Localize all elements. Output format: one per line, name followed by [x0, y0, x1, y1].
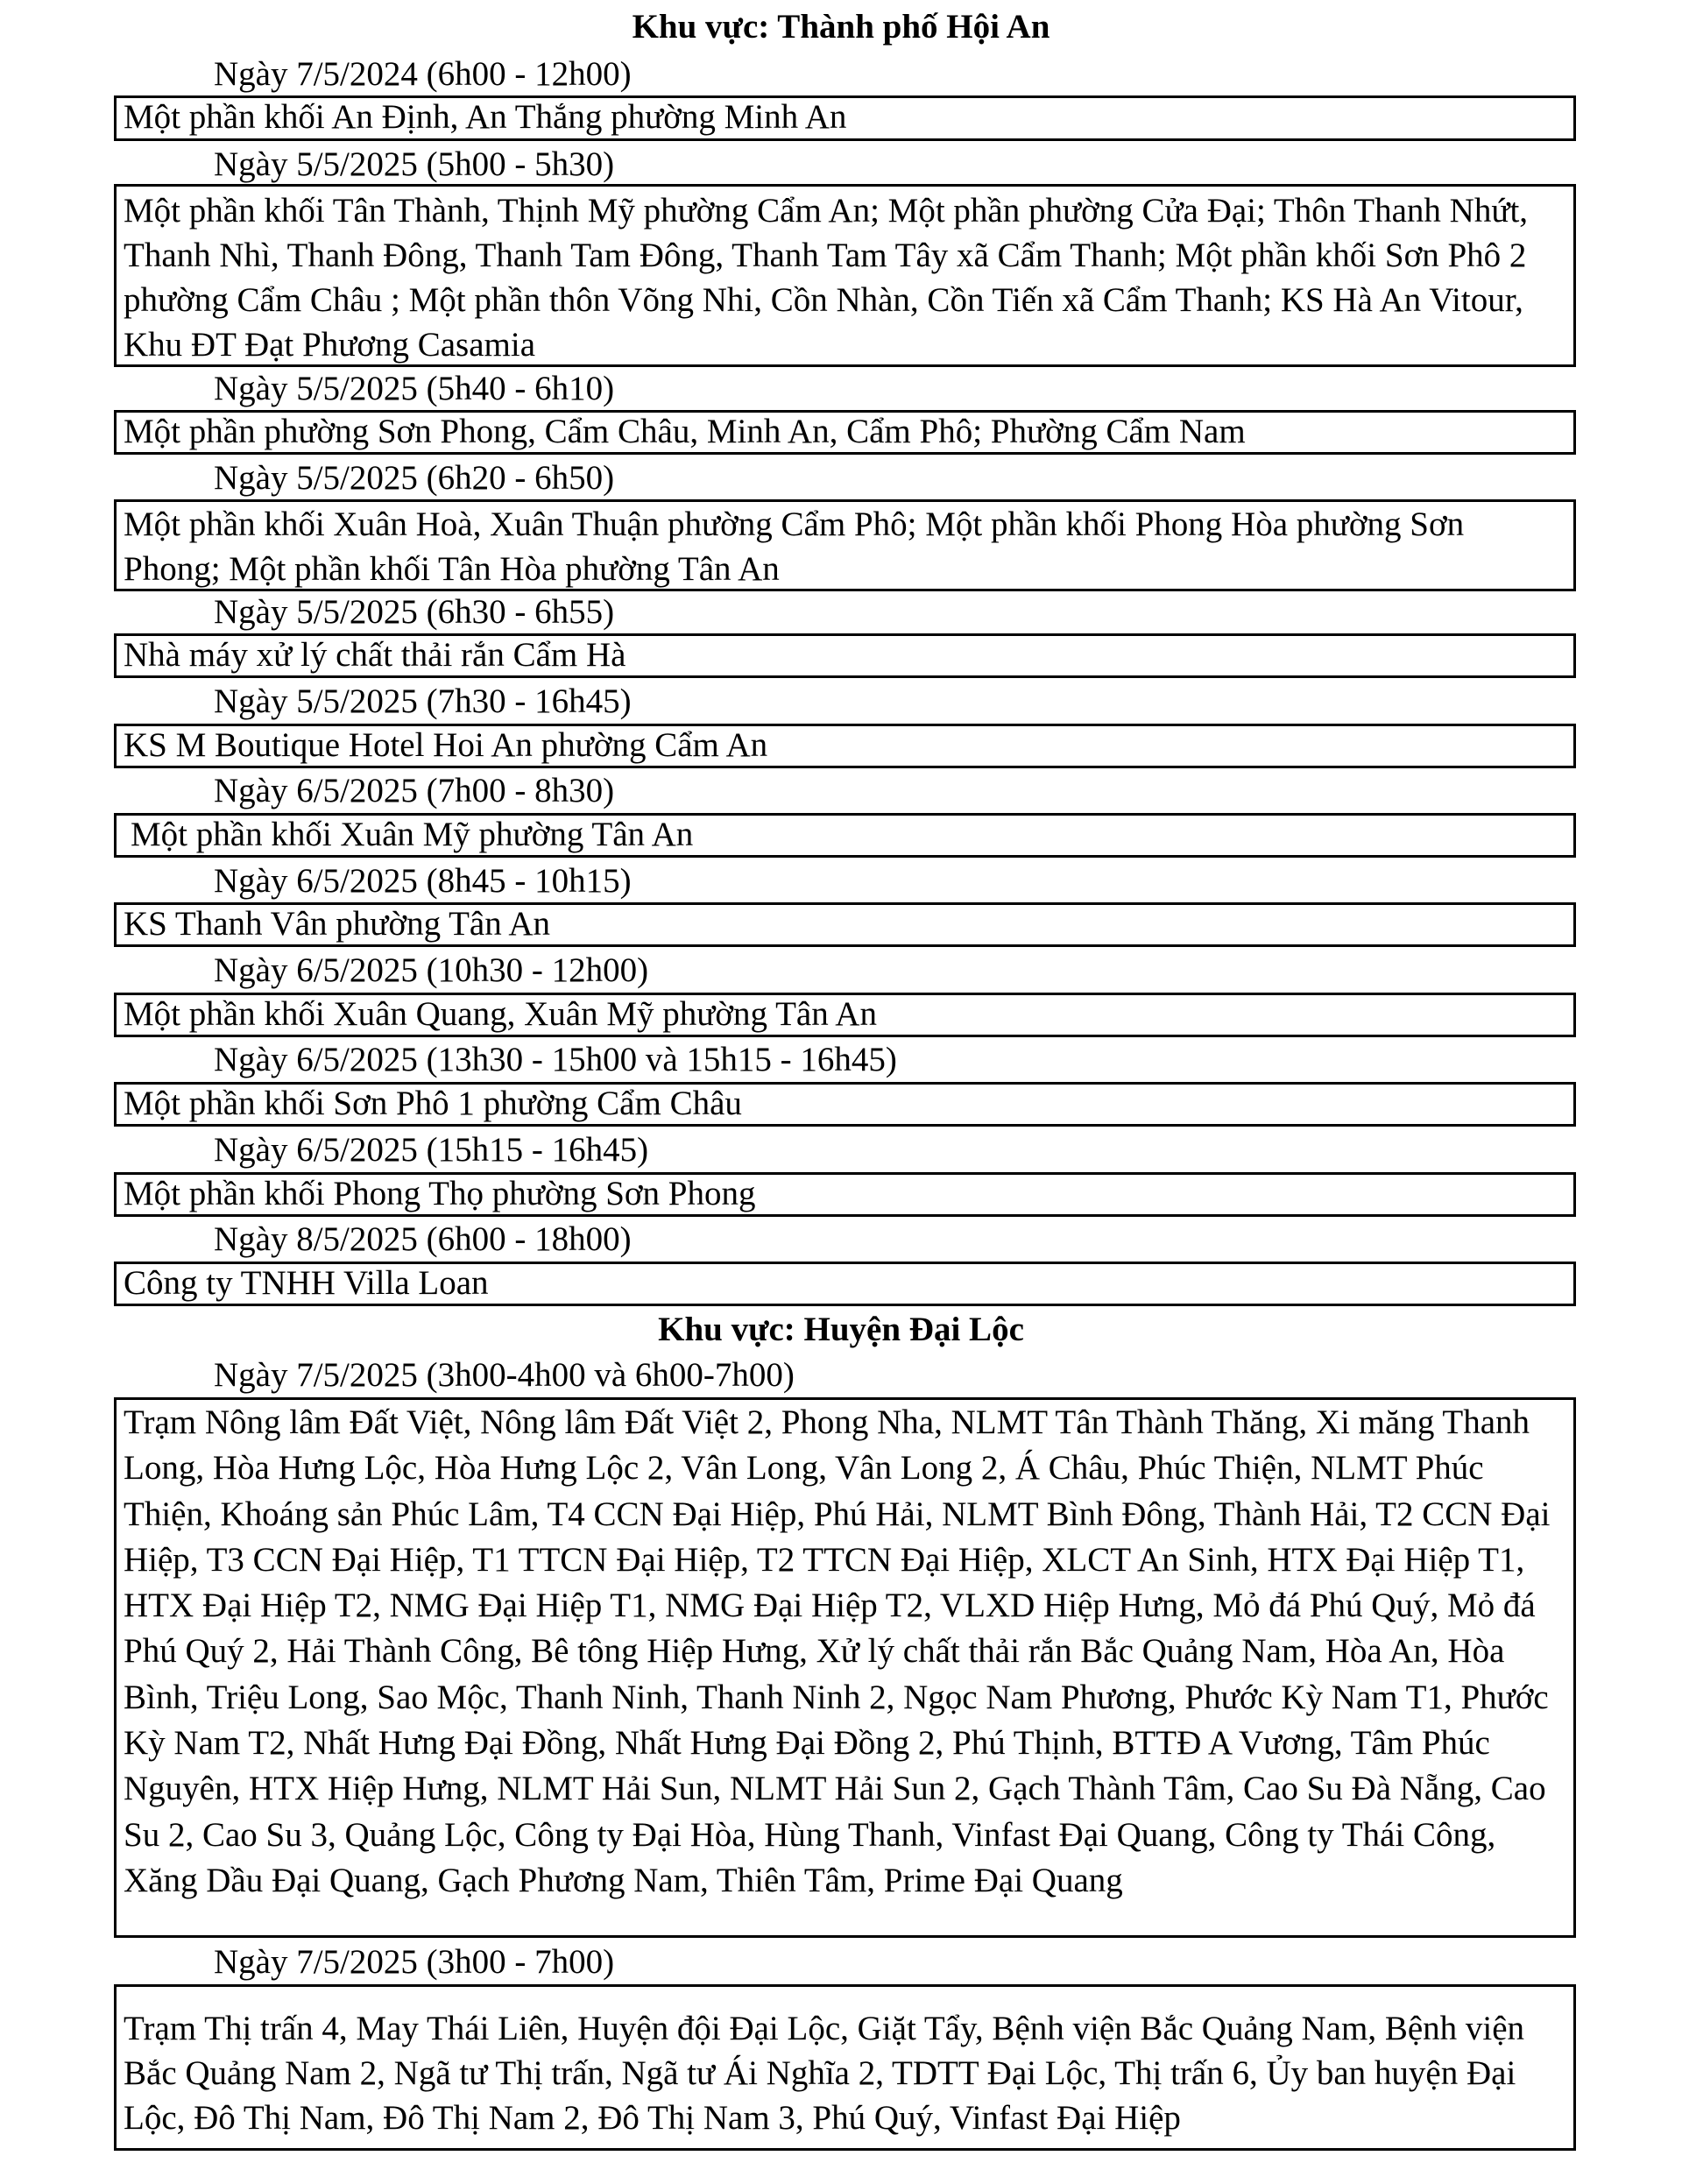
entry-areas: Công ty TNHH Villa Loan — [114, 1262, 1576, 1306]
entry-areas: Một phần khối Sơn Phô 1 phường Cẩm Châu — [114, 1082, 1576, 1127]
entry-areas: KS M Boutique Hotel Hoi An phường Cẩm An — [114, 724, 1576, 768]
entry-date: Ngày 6/5/2025 (7h00 - 8h30) — [214, 772, 615, 809]
entry-areas: Một phần khối Xuân Quang, Xuân Mỹ phường Tân An — [114, 993, 1576, 1037]
entry-date: Ngày 6/5/2025 (13h30 - 15h00 và 15h15 - 16h45) — [214, 1041, 897, 1078]
entry-date: Ngày 8/5/2025 (6h00 - 18h00) — [214, 1220, 632, 1258]
section-heading-hoi-an: Khu vực: Thành phố Hội An — [632, 8, 1050, 46]
entry-areas: Một phần khối Phong Thọ phường Sơn Phong — [114, 1172, 1576, 1217]
entry-areas: KS Thanh Vân phường Tân An — [114, 902, 1576, 947]
entry-date: Ngày 6/5/2025 (15h15 - 16h45) — [214, 1131, 649, 1169]
entry-areas: Trạm Thị trấn 4, May Thái Liên, Huyện đội Đại Lộc, Giặt Tẩy, Bệnh viện Bắc Quảng Nam, Bệnh viện Bắc Quảng Nam 2, Ngã tư Thị trấn, Ngã tư Ái Nghĩa 2, TDTT Đại Lộc, Thị trấn 6, Ủy ban huyện Đại Lộc, Đô Thị Nam, Đô Thị Nam 2, Đô Thị Nam 3, Phú Quý, Vinfast Đại Hiệp — [114, 1984, 1576, 2151]
entry-date: Ngày 6/5/2025 (10h30 - 12h00) — [214, 951, 649, 989]
entry-date: Ngày 7/5/2025 (3h00-4h00 và 6h00-7h00) — [214, 1356, 795, 1394]
entry-areas: Một phần khối An Định, An Thắng phường Minh An — [114, 95, 1576, 141]
entry-areas: Một phần phường Sơn Phong, Cẩm Châu, Minh An, Cẩm Phô; Phường Cẩm Nam — [114, 410, 1576, 455]
entry-date: Ngày 5/5/2025 (6h30 - 6h55) — [214, 593, 615, 631]
entry-date: Ngày 5/5/2025 (7h30 - 16h45) — [214, 682, 632, 720]
entry-date: Ngày 5/5/2025 (6h20 - 6h50) — [214, 459, 615, 497]
entry-areas: Trạm Nông lâm Đất Việt, Nông lâm Đất Việt 2, Phong Nha, NLMT Tân Thành Thăng, Xi măng Thanh Long, Hòa Hưng Lộc, Hòa Hưng Lộc 2, Vân Long, Vân Long 2, Á Châu, Phúc Thiện, NLMT Phúc Thiện, Khoáng sản Phúc Lâm, T4 CCN Đại Hiệp, Phú Hải, NLMT Bình Đông, Thành Hải, T2 CCN Đại Hiệp, T3 CCN Đại Hiệp, T1 TTCN Đại Hiệp, T2 TTCN Đại Hiệp, XLCT An Sinh, HTX Đại Hiệp T1, HTX Đại Hiệp T2, NMG Đại Hiệp T1, NMG Đại Hiệp T2, VLXD Hiệp Hưng, Mỏ đá Phú Quý, Mỏ đá Phú Quý 2, Hải Thành Công, Bê tông Hiệp Hưng, Xử lý chất thải rắn Bắc Quảng Nam, Hòa An, Hòa Bình, Triệu Long, Sao Mộc, Thanh Ninh, Thanh Ninh 2, Ngọc Nam Phương, Phước Kỳ Nam T1, Phước Kỳ Nam T2, Nhất Hưng Đại Đồng, Nhất Hưng Đại Đồng 2, Phú Thịnh, BTTĐ A Vương, Tâm Phúc Nguyên, HTX Hiệp Hưng, NLMT Hải Sun, NLMT Hải Sun 2, Gạch Thành Tâm, Cao Su Đà Nẵng, Cao Su 2, Cao Su 3, Quảng Lộc, Công ty Đại Hòa, Hùng Thanh, Vinfast Đại Quang, Công ty Thái Công, Xăng Dầu Đại Quang, Gạch Phương Nam, Thiên Tâm, Prime Đại Quang — [114, 1397, 1576, 1938]
entry-areas: Nhà máy xử lý chất thải rắn Cẩm Hà — [114, 633, 1576, 678]
section-heading-dai-loc: Khu vực: Huyện Đại Lộc — [658, 1311, 1024, 1348]
entry-areas: Một phần khối Xuân Mỹ phường Tân An — [114, 813, 1576, 858]
entry-date: Ngày 5/5/2025 (5h00 - 5h30) — [214, 145, 615, 183]
entry-areas: Một phần khối Tân Thành, Thịnh Mỹ phường Cẩm An; Một phần phường Cửa Đại; Thôn Thanh Nhứt, Thanh Nhì, Thanh Đông, Thanh Tam Đông, Thanh Tam Tây xã Cẩm Thanh; Một phần khối Sơn Phô 2 phường Cẩm Châu ; Một phần thôn Võng Nhi, Cồn Nhàn, Cồn Tiến xã Cẩm Thanh; KS Hà An Vitour, Khu ĐT Đạt Phương Casamia — [114, 184, 1576, 367]
entry-date: Ngày 7/5/2024 (6h00 - 12h00) — [214, 55, 632, 93]
entry-date: Ngày 6/5/2025 (8h45 - 10h15) — [214, 862, 632, 900]
entry-date: Ngày 5/5/2025 (5h40 - 6h10) — [214, 370, 615, 407]
entry-areas: Một phần khối Xuân Hoà, Xuân Thuận phường Cẩm Phô; Một phần khối Phong Hòa phường Sơn Phong; Một phần khối Tân Hòa phường Tân An — [114, 499, 1576, 591]
entry-date: Ngày 7/5/2025 (3h00 - 7h00) — [214, 1943, 615, 1981]
